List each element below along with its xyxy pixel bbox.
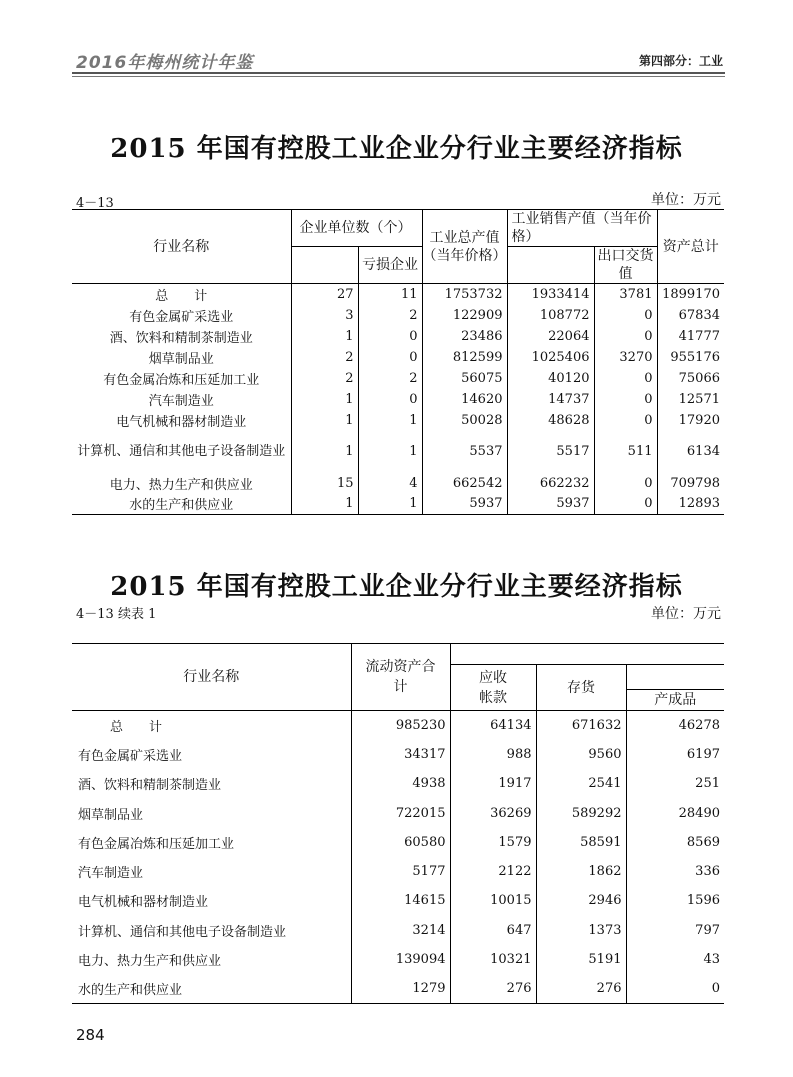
- table2-title: 2015 年国有控股工业企业分行业主要经济指标: [110, 572, 683, 602]
- t1-header-assets: 资产总计: [657, 210, 724, 284]
- cell-inventory: 589292: [536, 798, 626, 827]
- table-row: [72, 857, 724, 886]
- cell-units: 1: [291, 389, 358, 410]
- cell-inventory: 2946: [536, 886, 626, 915]
- table-row: [72, 284, 724, 305]
- cell-units: 27: [291, 284, 358, 305]
- cell-current: 722015: [351, 798, 450, 827]
- cell-loss: 1: [358, 431, 422, 473]
- cell-loss: 2: [358, 368, 422, 389]
- cell-export: 511: [594, 431, 657, 473]
- row-name: 烟草制品业: [78, 807, 144, 823]
- cell-receivable: 2122: [450, 857, 536, 886]
- cell-output: 812599: [422, 347, 507, 368]
- header-rule-thin: [72, 76, 725, 77]
- cell-sales: 40120: [507, 368, 594, 389]
- t2-header-industry: 行业名称: [72, 644, 351, 711]
- t1-header-loss: 亏损企业: [358, 247, 422, 284]
- cell-assets: 709798: [657, 473, 724, 494]
- table1-title: 2015 年国有控股工业企业分行业主要经济指标: [110, 134, 683, 164]
- cell-loss: 4: [358, 473, 422, 494]
- cell-inventory: 5191: [536, 945, 626, 974]
- row-name: 有色金属冶炼和压延加工业: [103, 372, 260, 388]
- cell-sales: 662232: [507, 473, 594, 494]
- cell-receivable: 10321: [450, 945, 536, 974]
- cell-finished: 797: [626, 916, 724, 945]
- page-number: 284: [76, 1026, 105, 1044]
- cell-export: 0: [594, 494, 657, 515]
- cell-current: 4938: [351, 769, 450, 798]
- t1-header-units-spacer: [291, 247, 358, 284]
- t2-header-inventory-sub: [626, 665, 724, 690]
- table-row: [72, 410, 724, 431]
- cell-current: 139094: [351, 945, 450, 974]
- t2-header-inventory: 存货: [536, 665, 626, 711]
- cell-current: 1279: [351, 974, 450, 1003]
- cell-finished: 0: [626, 974, 724, 1003]
- cell-units: 1: [291, 326, 358, 347]
- cell-output: 5537: [422, 431, 507, 473]
- row-name: 计算机、通信和其他电子设备制造业: [78, 924, 287, 940]
- cell-receivable: 647: [450, 916, 536, 945]
- table2-unit: 单位：万元: [651, 606, 721, 622]
- row-name: 电气机械和器材制造业: [116, 414, 247, 430]
- cell-finished: 6197: [626, 740, 724, 769]
- row-name: 有色金属矿采选业: [129, 309, 234, 325]
- cell-inventory: 1373: [536, 916, 626, 945]
- cell-inventory: 1862: [536, 857, 626, 886]
- cell-assets: 41777: [657, 326, 724, 347]
- cell-assets: 1899170: [657, 284, 724, 305]
- table-row: [72, 886, 724, 915]
- cell-loss: 1: [358, 494, 422, 515]
- cell-finished: 43: [626, 945, 724, 974]
- table-row: [72, 473, 724, 494]
- cell-sales: 1025406: [507, 347, 594, 368]
- cell-inventory: 58591: [536, 828, 626, 857]
- table-row: [72, 389, 724, 410]
- cell-sales: 5517: [507, 431, 594, 473]
- cell-inventory: 276: [536, 974, 626, 1003]
- cell-assets: 12893: [657, 494, 724, 515]
- cell-output: 14620: [422, 389, 507, 410]
- cell-assets: 67834: [657, 305, 724, 326]
- cell-current: 985230: [351, 711, 450, 740]
- cell-output: 23486: [422, 326, 507, 347]
- table-row: [72, 974, 724, 1003]
- cell-loss: 2: [358, 305, 422, 326]
- table-row: [72, 305, 724, 326]
- row-name: 酒、饮料和精制茶制造业: [78, 778, 222, 794]
- cell-receivable: 10015: [450, 886, 536, 915]
- cell-sales: 48628: [507, 410, 594, 431]
- cell-units: 2: [291, 368, 358, 389]
- table-row: [72, 798, 724, 827]
- cell-assets: 12571: [657, 389, 724, 410]
- table-row: [72, 494, 724, 515]
- table-row: [72, 431, 724, 473]
- table2-number: 4－13 续表 1: [76, 607, 157, 622]
- table-row: [72, 740, 724, 769]
- row-name: 汽车制造业: [78, 866, 144, 882]
- row-name: 烟草制品业: [148, 351, 214, 367]
- cell-units: 2: [291, 347, 358, 368]
- cell-assets: 955176: [657, 347, 724, 368]
- cell-units: 15: [291, 473, 358, 494]
- cell-finished: 336: [626, 857, 724, 886]
- t2-header-receivable: 应收帐款: [450, 665, 536, 711]
- cell-sales: 108772: [507, 305, 594, 326]
- cell-loss: 1: [358, 410, 422, 431]
- row-name: 电力、热力生产和供应业: [109, 477, 253, 493]
- cell-units: 3: [291, 305, 358, 326]
- cell-output: 122909: [422, 305, 507, 326]
- table2: [72, 643, 724, 1004]
- cell-units: 1: [291, 431, 358, 473]
- cell-export: 3270: [594, 347, 657, 368]
- header-rule: [72, 72, 725, 74]
- cell-loss: 0: [358, 389, 422, 410]
- cell-finished: 1596: [626, 886, 724, 915]
- cell-current: 34317: [351, 740, 450, 769]
- table-row: [72, 916, 724, 945]
- table-row: [72, 828, 724, 857]
- cell-finished: 46278: [626, 711, 724, 740]
- cell-output: 662542: [422, 473, 507, 494]
- t2-header-current-sub: [450, 644, 724, 665]
- cell-current: 60580: [351, 828, 450, 857]
- cell-loss: 0: [358, 326, 422, 347]
- cell-receivable: 1579: [450, 828, 536, 857]
- section-label: 第四部分：工业: [638, 54, 723, 68]
- cell-receivable: 988: [450, 740, 536, 769]
- cell-inventory: 9560: [536, 740, 626, 769]
- cell-sales: 22064: [507, 326, 594, 347]
- cell-finished: 8569: [626, 828, 724, 857]
- cell-export: 0: [594, 305, 657, 326]
- table-row: [72, 711, 724, 740]
- t1-header-export: 出口交货值: [594, 247, 657, 284]
- table1-unit: 单位：万元: [651, 192, 721, 208]
- cell-output: 50028: [422, 410, 507, 431]
- cell-receivable: 36269: [450, 798, 536, 827]
- cell-assets: 17920: [657, 410, 724, 431]
- table1-number: 4－13: [76, 196, 114, 211]
- row-name: 电力、热力生产和供应业: [78, 954, 222, 970]
- table-row: [72, 945, 724, 974]
- row-name: 计算机、通信和其他电子设备制造业: [77, 443, 286, 459]
- cell-output: 56075: [422, 368, 507, 389]
- cell-export: 0: [594, 389, 657, 410]
- row-name: 汽车制造业: [148, 393, 214, 409]
- row-name: 有色金属矿采选业: [78, 748, 183, 764]
- table-row: [72, 347, 724, 368]
- table1: [72, 209, 724, 515]
- cell-export: 0: [594, 368, 657, 389]
- cell-receivable: 1917: [450, 769, 536, 798]
- cell-sales: 5937: [507, 494, 594, 515]
- row-name: 总 计: [110, 719, 163, 735]
- cell-receivable: 276: [450, 974, 536, 1003]
- row-name: 水的生产和供应业: [129, 498, 234, 514]
- cell-current: 14615: [351, 886, 450, 915]
- row-name: 有色金属冶炼和压延加工业: [78, 836, 235, 852]
- cell-current: 3214: [351, 916, 450, 945]
- cell-export: 3781: [594, 284, 657, 305]
- cell-export: 0: [594, 326, 657, 347]
- cell-output: 5937: [422, 494, 507, 515]
- cell-inventory: 2541: [536, 769, 626, 798]
- cell-export: 0: [594, 410, 657, 431]
- cell-loss: 0: [358, 347, 422, 368]
- cell-assets: 6134: [657, 431, 724, 473]
- table-row: [72, 769, 724, 798]
- cell-units: 1: [291, 410, 358, 431]
- t2-header-current: 流动资产合计: [351, 644, 450, 711]
- table-row: [72, 326, 724, 347]
- cell-finished: 251: [626, 769, 724, 798]
- row-name: 总 计: [155, 288, 208, 304]
- cell-finished: 28490: [626, 798, 724, 827]
- cell-output: 1753732: [422, 284, 507, 305]
- t1-header-sales-spacer: [507, 247, 594, 284]
- cell-sales: 14737: [507, 389, 594, 410]
- cell-loss: 11: [358, 284, 422, 305]
- t2-header-finished: 产成品: [626, 690, 724, 711]
- cell-assets: 75066: [657, 368, 724, 389]
- yearbook-title: 2016年梅州统计年鉴: [76, 53, 254, 73]
- table-row: [72, 368, 724, 389]
- cell-inventory: 671632: [536, 711, 626, 740]
- t1-header-sales: 工业销售产值（当年价格）: [507, 210, 657, 247]
- cell-receivable: 64134: [450, 711, 536, 740]
- cell-units: 1: [291, 494, 358, 515]
- cell-sales: 1933414: [507, 284, 594, 305]
- cell-export: 0: [594, 473, 657, 494]
- cell-current: 5177: [351, 857, 450, 886]
- row-name: 水的生产和供应业: [78, 983, 183, 999]
- t1-header-output: 工业总产值（当年价格）: [422, 210, 507, 284]
- t1-header-units: 企业单位数（个）: [291, 210, 422, 247]
- row-name: 酒、饮料和精制茶制造业: [109, 330, 253, 346]
- t1-header-industry: 行业名称: [72, 210, 291, 284]
- row-name: 电气机械和器材制造业: [78, 895, 209, 911]
